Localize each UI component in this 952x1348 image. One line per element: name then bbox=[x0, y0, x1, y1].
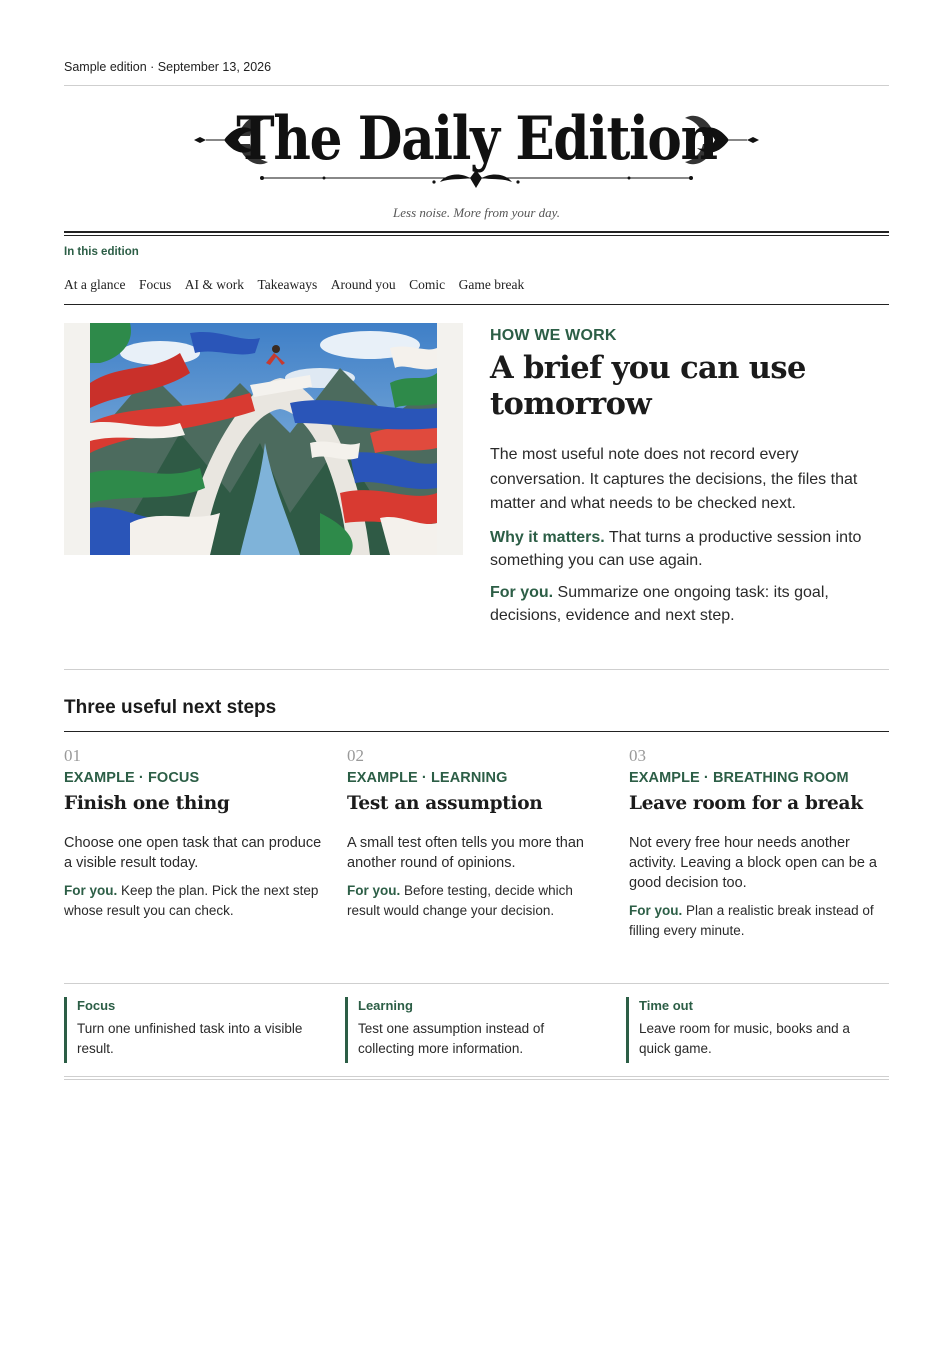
hero-kicker: HOW WE WORK bbox=[490, 327, 617, 344]
summary-card-time-out bbox=[626, 997, 884, 1063]
toc-item-takeaways[interactable]: Takeaways bbox=[257, 277, 318, 292]
step-for-you bbox=[347, 881, 607, 920]
divider bbox=[64, 1076, 889, 1077]
step-title: Finish one thing bbox=[64, 793, 230, 814]
foryou-label: For you. bbox=[490, 584, 554, 601]
step-card bbox=[629, 744, 889, 940]
step-kicker: EXAMPLE · BREATHING ROOM bbox=[629, 770, 849, 786]
step-kicker: EXAMPLE · FOCUS bbox=[64, 770, 200, 786]
divider bbox=[64, 304, 889, 305]
divider bbox=[64, 983, 889, 984]
tagline: Less noise. More from your day. bbox=[393, 205, 560, 220]
hero-image bbox=[90, 323, 437, 555]
toc-item-around-you[interactable]: Around you bbox=[330, 277, 396, 292]
step-for-you bbox=[64, 881, 324, 920]
section-title: Three useful next steps bbox=[64, 697, 277, 718]
divider bbox=[64, 669, 889, 670]
toc-nav bbox=[64, 277, 538, 293]
summary-card-learning bbox=[345, 997, 603, 1063]
toc-item-game-break[interactable]: Game break bbox=[458, 277, 525, 292]
step-body: Not every free hour needs another activity. Leaving a block open can be a good decision too. bbox=[629, 835, 878, 891]
foryou-label: For you. bbox=[64, 883, 118, 898]
card-text: Leave room for music, books and a quick game. bbox=[639, 1021, 850, 1056]
toc-item-at-a-glance[interactable]: At a glance bbox=[64, 277, 126, 292]
step-kicker: EXAMPLE · LEARNING bbox=[347, 770, 508, 786]
masthead bbox=[194, 96, 759, 196]
divider bbox=[64, 235, 889, 236]
toc-item-ai-work[interactable]: AI & work bbox=[184, 277, 244, 292]
step-title: Test an assumption bbox=[347, 793, 543, 814]
step-number: 01 bbox=[64, 746, 81, 765]
masthead-title: The Daily Edition bbox=[236, 104, 717, 174]
edition-line: Sample edition · September 13, 2026 bbox=[64, 60, 272, 74]
summary-card-focus bbox=[64, 997, 322, 1063]
divider bbox=[64, 1079, 889, 1080]
step-body: A small test often tells you more than another round of opinions. bbox=[347, 835, 584, 871]
foryou-text: Before testing, decide which result would change your decision. bbox=[347, 883, 573, 918]
foryou-text: Summarize one ongoing task: its goal, decisions, evidence and next step. bbox=[490, 584, 829, 624]
card-title: Focus bbox=[77, 998, 116, 1013]
step-for-you bbox=[629, 901, 889, 940]
hero-for-you bbox=[490, 581, 889, 627]
hero-paragraph: The most useful note does not record every conversation. It captures the decisions, the files that matter and what needs to be checked next. bbox=[490, 446, 858, 512]
step-card bbox=[347, 744, 607, 920]
why-label: Why it matters. bbox=[490, 529, 605, 546]
divider bbox=[64, 731, 889, 732]
toc-item-comic[interactable]: Comic bbox=[409, 277, 446, 292]
why-text: That turns a productive session into something you can use again. bbox=[490, 529, 862, 569]
foryou-label: For you. bbox=[629, 903, 683, 918]
foryou-label: For you. bbox=[347, 883, 401, 898]
step-number: 03 bbox=[629, 746, 646, 765]
foryou-text: Plan a realistic break instead of filling every minute. bbox=[629, 903, 874, 938]
card-text: Turn one unfinished task into a visible result. bbox=[77, 1021, 303, 1056]
foryou-text: Keep the plan. Pick the next step whose result you can check. bbox=[64, 883, 319, 918]
illustration-icon bbox=[90, 323, 437, 555]
step-body: Choose one open task that can produce a visible result today. bbox=[64, 835, 322, 871]
step-title: Leave room for a break bbox=[629, 793, 863, 814]
step-card bbox=[64, 744, 324, 920]
divider bbox=[64, 85, 889, 86]
step-number: 02 bbox=[347, 746, 364, 765]
toc-item-focus[interactable]: Focus bbox=[138, 277, 172, 292]
divider bbox=[64, 231, 889, 233]
toc-label: In this edition bbox=[64, 246, 139, 258]
hero-why-it-matters bbox=[490, 526, 889, 572]
card-title: Learning bbox=[358, 998, 413, 1013]
card-text: Test one assumption instead of collecting more information. bbox=[358, 1021, 545, 1056]
card-title: Time out bbox=[639, 998, 693, 1013]
hero-headline: A brief you can use tomorrow bbox=[490, 350, 806, 422]
